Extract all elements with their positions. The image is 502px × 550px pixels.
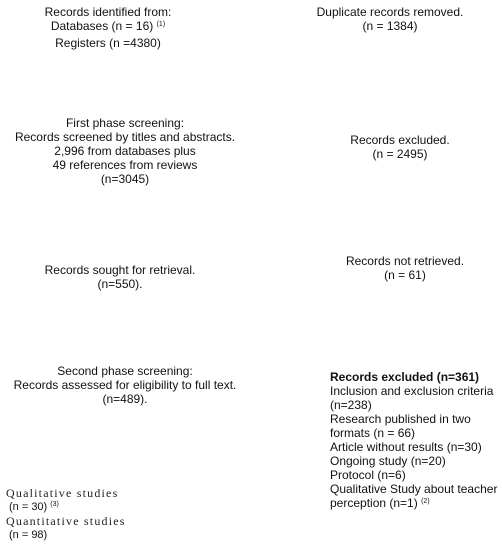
exclusion-reason: Article without results (n=30) [330,440,482,454]
sought-retrieval-box [30,263,210,291]
records-identified-registers: Registers (n =4380) [55,36,161,50]
first-screening-title: First phase screening: [65,116,185,130]
records-excluded-label: Records excluded. [350,133,450,147]
not-retrieved-count: (n = 61) [384,268,426,282]
qualitative-label: Qualitative studies [6,486,119,500]
first-screening-desc: Records screened by titles and abstracts. [14,130,236,144]
exclusion-reason: formats (n = 66) [330,426,416,440]
not-retrieved-label: Records not retrieved. [345,254,465,268]
second-screening-box [5,364,245,406]
exclusion-reason: Ongoing study (n=20) [330,454,446,468]
second-screening-desc: Records assessed for eligibility to full text. [13,378,237,392]
quantitative-count: (n = 98) [9,529,48,541]
exclusion-reason-last: perception (n=1) $^{(2)}$ [330,496,430,510]
first-screening-reviews: 49 references from reviews [52,158,198,172]
first-screening-count: (n=3045) [100,172,150,186]
exclusion-reason: Protocol (n=6) [330,468,406,482]
qualitative-count: (n = 30) $^{(3)}$ [9,501,59,513]
footnote-1: (1) [156,21,166,28]
duplicates-removed-label: Duplicate records removed. [316,5,464,19]
first-screening-databases: 2,996 from databases plus [54,144,196,158]
duplicates-removed-count: (n = 1384) [362,19,418,33]
exclusion-reason: Research published in two [330,412,471,426]
exclusion-reason: Inclusion and exclusion criteria [330,384,494,398]
not-retrieved-box [340,254,470,282]
records-excluded-count: (n = 2495) [372,147,428,161]
records-identified-title: Records identified from: [44,5,172,19]
sought-retrieval-label: Records sought for retrieval. [44,263,196,277]
exclusion-reason: (n=238) [330,398,372,412]
footnote-2: (2) [421,498,430,505]
second-screening-count: (n=489). [102,392,148,406]
exclusion-reason: Qualitative Study about teacher [330,482,498,496]
sought-retrieval-count: (n=550). [97,277,143,291]
duplicates-removed-box [305,5,475,33]
records-identified-databases: Databases (n = 16) $^{(1)}$ [50,19,166,33]
records-excluded-detail-title: Records excluded (n=361) [330,370,480,384]
included-studies-box [6,486,146,542]
footnote-3: (3) [50,501,59,508]
second-screening-title: Second phase screening: [57,364,193,378]
first-screening-box [5,116,245,186]
records-excluded-box [340,133,460,161]
records-excluded-detail-box [330,370,500,510]
records-identified-box [28,5,188,50]
quantitative-label: Quantitative studies [6,514,126,528]
